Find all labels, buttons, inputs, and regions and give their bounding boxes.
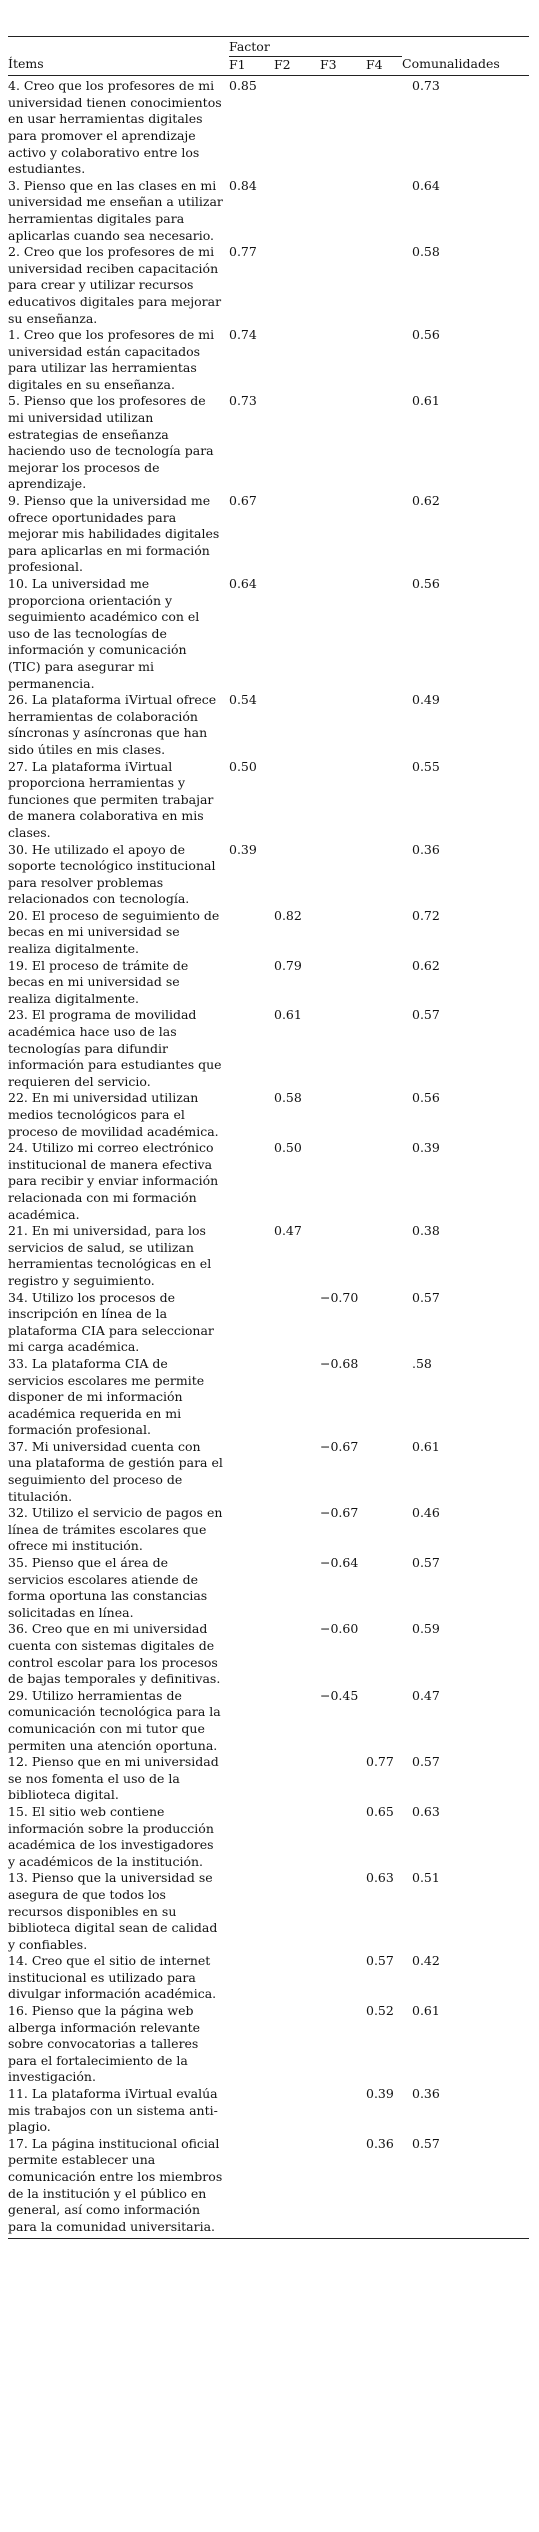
loading-f4 — [366, 244, 402, 327]
communality: 0.36 — [412, 2086, 440, 2102]
communality: 0.73 — [402, 76, 529, 178]
communalities-header: Comunalidades — [402, 56, 500, 72]
loading-f4 — [366, 576, 402, 692]
communality: 0.56 — [412, 1090, 440, 1106]
loading-f4: 0.36 — [366, 2136, 402, 2239]
loading-f2 — [274, 244, 320, 327]
communality: 0.57 — [412, 1754, 440, 1770]
loading-f2 — [274, 2136, 320, 2239]
table-row — [8, 1953, 529, 2003]
loading-f3 — [320, 576, 366, 692]
communality: .58 — [412, 1355, 432, 1371]
communality: 0.61 — [412, 1438, 440, 1454]
loading-f3 — [320, 2086, 366, 2136]
item-text: 20. El proceso de seguimiento de becas en mi universidad se realiza digitalmente. — [8, 907, 220, 957]
loading-f3 — [320, 1754, 366, 1804]
item-text: 21. En mi universidad, para los servicios de salud, se utilizan herramientas tecnológicas en el registro y seguimiento. — [8, 1223, 212, 1288]
loading-f3 — [320, 1140, 366, 1223]
loading-f1 — [229, 1140, 274, 1223]
loading-f2 — [274, 1621, 320, 1687]
loading-f3 — [320, 759, 366, 842]
loading-f4: 0.65 — [366, 1803, 394, 1819]
loading-f4: 0.57 — [366, 1953, 394, 1969]
loading-f2 — [274, 1870, 320, 1953]
loading-f2 — [274, 2086, 320, 2136]
loading-f3: −0.68 — [320, 1355, 359, 1371]
communality: 0.72 — [412, 907, 440, 923]
loading-f2 — [274, 2003, 320, 2086]
loading-f1 — [229, 2136, 274, 2239]
loading-f3 — [320, 908, 366, 958]
loading-f4 — [366, 1356, 402, 1439]
loading-f1 — [229, 1953, 274, 2003]
table-row — [8, 759, 529, 842]
communality: 0.61 — [412, 2003, 440, 2019]
loading-f2 — [274, 1356, 320, 1439]
loading-f2: 0.50 — [274, 1140, 302, 1156]
loading-f4 — [366, 1505, 402, 1555]
loading-f4 — [366, 76, 402, 178]
loading-f2: 0.79 — [274, 957, 302, 973]
loading-f1 — [229, 2003, 274, 2086]
loading-f1 — [229, 1505, 274, 1555]
loading-f2: 0.82 — [274, 907, 302, 923]
loading-f2 — [274, 1439, 320, 1505]
loading-f3 — [320, 493, 366, 576]
loading-f2 — [274, 327, 320, 393]
header-blank — [402, 37, 529, 57]
loading-f3 — [320, 327, 366, 393]
loading-f3 — [320, 1804, 366, 1870]
loading-f3 — [320, 842, 366, 908]
loading-f2 — [274, 393, 320, 493]
loading-f1 — [229, 1804, 274, 1870]
loading-f1 — [229, 1356, 274, 1439]
loading-f2 — [274, 759, 320, 842]
loading-f4: 0.77 — [366, 1754, 394, 1770]
loading-f1 — [229, 1754, 274, 1804]
loading-f4 — [366, 1090, 402, 1140]
communality: 0.39 — [412, 1140, 440, 1156]
loading-f2 — [274, 1688, 320, 1754]
loading-f4 — [366, 692, 402, 758]
loading-f3: −0.60 — [320, 1621, 359, 1637]
loading-f2 — [274, 76, 320, 178]
table-row — [8, 327, 529, 393]
loading-f1 — [229, 1007, 274, 1090]
table-row — [8, 1870, 529, 1953]
loading-f4 — [366, 1555, 402, 1621]
loading-f4: 0.63 — [366, 1870, 394, 1886]
item-text: 15. El sitio web contiene información sobre la producción académica de los investigadores y académicos de la institución. — [8, 1803, 214, 1869]
loading-f3: −0.67 — [320, 1505, 359, 1521]
loading-f4 — [366, 1688, 402, 1754]
item-text: 11. La plataforma iVirtual evalúa mis trabajos con un sistema anti-plagio. — [8, 2086, 218, 2135]
item-text: 9. Pienso que la universidad me ofrece oportunidades para mejorar mis habilidades digitales para aplicarlas en mi formación profesional. — [8, 493, 220, 575]
loading-f2: 0.47 — [274, 1223, 302, 1239]
table-row — [8, 1439, 529, 1505]
loading-f2 — [274, 692, 320, 758]
loading-f4 — [366, 493, 402, 576]
communality: 0.57 — [412, 1007, 440, 1023]
table-row — [8, 2086, 529, 2136]
items-header: Ítems — [8, 56, 44, 72]
loading-f3 — [320, 958, 366, 1008]
table-row — [8, 178, 529, 244]
loading-f1 — [229, 1688, 274, 1754]
loading-f2: 0.58 — [274, 1090, 302, 1106]
table-row — [8, 1090, 529, 1140]
loading-f1 — [229, 2086, 274, 2136]
table-row — [8, 1754, 529, 1804]
communality: 0.57 — [412, 1555, 440, 1571]
loading-f3 — [320, 2003, 366, 2086]
loading-f1 — [229, 1555, 274, 1621]
loading-f2: 0.61 — [274, 1007, 302, 1023]
item-text: 35. Pienso que el área de servicios escolares atiende de forma oportuna las constancias solicitadas en línea. — [8, 1555, 208, 1620]
loading-f3: −0.45 — [320, 1687, 359, 1703]
communality: 0.59 — [412, 1621, 440, 1637]
item-text: 5. Pienso que los profesores de mi universidad utilizan estrategias de enseñanza haciendo uso de tecnología para mejorar los procesos de aprendizaje. — [8, 393, 214, 492]
table-row — [8, 1356, 529, 1439]
item-text: 10. La universidad me proporciona orientación y seguimiento académico con el uso de las tecnologías de información y comunicación (TIC) para asegurar mi permanencia. — [8, 576, 200, 691]
loading-f3 — [320, 1090, 366, 1140]
loading-f1 — [229, 908, 274, 958]
loading-f4 — [366, 1290, 402, 1356]
item-text: 1. Creo que los profesores de mi universidad están capacitados para utilizar las herramientas digitales en su enseñanza. — [8, 327, 215, 392]
loading-f1: 0.74 — [229, 327, 257, 343]
communality: 0.64 — [412, 177, 440, 193]
item-text: 17. La página institucional oficial permite establecer una comunicación entre los miembros de la institución y el público en general, así como información para la comunidad universitaria. — [8, 2136, 229, 2239]
header-blank — [8, 37, 229, 57]
table-row — [8, 76, 529, 178]
loading-f1 — [229, 1439, 274, 1505]
loading-f3 — [320, 178, 366, 244]
item-text: 14. Creo que el sitio de internet institucional es utilizado para divulgar información académica. — [8, 1953, 217, 2002]
item-text: 19. El proceso de trámite de becas en mi universidad se realiza digitalmente. — [8, 957, 189, 1006]
loading-f2 — [274, 178, 320, 244]
item-text: 37. Mi universidad cuenta con una plataforma de gestión para el seguimiento del proceso de titulación. — [8, 1438, 223, 1504]
communality: 0.49 — [412, 692, 440, 708]
loading-f3 — [320, 1953, 366, 2003]
table-body — [8, 76, 529, 2239]
loading-f1: 0.84 — [229, 177, 257, 193]
loading-f2 — [274, 1804, 320, 1870]
item-text: 33. La plataforma CIA de servicios escolares me permite disponer de mi información académica requerida en mi formación profesional. — [8, 1355, 205, 1438]
communality: 0.51 — [412, 1870, 440, 1886]
communality: 0.61 — [412, 393, 440, 409]
loading-f3 — [320, 393, 366, 493]
table-row — [8, 1688, 529, 1754]
item-text: 12. Pienso que en mi universidad se nos fomenta el uso de la biblioteca digital. — [8, 1754, 219, 1803]
communality: 0.56 — [412, 576, 440, 591]
loading-f1 — [229, 1621, 274, 1687]
communality: 0.57 — [402, 2136, 529, 2239]
loading-f2 — [274, 1754, 320, 1804]
loading-f4 — [366, 1621, 402, 1687]
communality: 0.56 — [412, 327, 440, 343]
loading-f4 — [366, 1223, 402, 1289]
loading-f3: −0.70 — [320, 1289, 359, 1305]
loading-f2 — [274, 1953, 320, 2003]
loading-f4 — [366, 908, 402, 958]
factor-1-header: F1 — [229, 56, 246, 72]
loading-f4: 0.39 — [366, 2086, 394, 2102]
loading-f2 — [274, 842, 320, 908]
table-row — [8, 692, 529, 758]
loading-f1 — [229, 1870, 274, 1953]
table-row — [8, 493, 529, 576]
item-text: 27. La plataforma iVirtual proporciona herramientas y funciones que permiten trabajar de manera colaborativa en mis clases. — [8, 758, 214, 840]
item-text: 26. La plataforma iVirtual ofrece herramientas de colaboración síncronas y asíncronas que han sido útiles en mis clases. — [8, 692, 217, 757]
factor-4-header: F4 — [366, 56, 383, 72]
table-row — [8, 393, 529, 493]
loading-f1 — [229, 1090, 274, 1140]
loading-f3 — [320, 76, 366, 178]
communality: 0.63 — [412, 1803, 440, 1819]
table-row — [8, 842, 529, 908]
item-text: 23. El programa de movilidad académica hace uso de las tecnologías para difundir información para estudiantes que requieren del servicio. — [8, 1007, 222, 1089]
table-row — [8, 958, 529, 1008]
communality: 0.57 — [412, 1289, 440, 1305]
table-row — [8, 1223, 529, 1289]
loading-f1 — [229, 958, 274, 1008]
table-row — [8, 576, 529, 692]
factor-3-header: F3 — [320, 56, 337, 72]
loading-f4 — [366, 759, 402, 842]
loading-f4 — [366, 327, 402, 393]
loading-f1: 0.39 — [229, 841, 257, 857]
table-row — [8, 1555, 529, 1621]
communality: 0.46 — [412, 1505, 440, 1521]
loading-f4 — [366, 842, 402, 908]
loading-f4 — [366, 178, 402, 244]
table-row — [8, 908, 529, 958]
item-text: 32. Utilizo el servicio de pagos en línea de trámites escolares que ofrece mi institución. — [8, 1505, 223, 1554]
communality: 0.62 — [412, 957, 440, 973]
factor-loadings-table — [8, 36, 529, 2239]
loading-f2 — [274, 1555, 320, 1621]
loading-f1: 0.64 — [229, 576, 257, 591]
loading-f2 — [274, 1290, 320, 1356]
loading-f4 — [366, 1439, 402, 1505]
loading-f1 — [229, 1223, 274, 1289]
communality: 0.58 — [412, 244, 440, 260]
item-text: 3. Pienso que en las clases en mi universidad me enseñan a utilizar herramientas digitales para aplicarlas cuando sea necesario. — [8, 177, 223, 243]
item-text: 30. He utilizado el apoyo de soporte tecnológico institucional para resolver problemas relacionados con tecnología. — [8, 841, 216, 907]
table-row — [8, 244, 529, 327]
loading-f3 — [320, 1007, 366, 1090]
loading-f4 — [366, 1140, 402, 1223]
table-row — [8, 2136, 529, 2239]
loading-f3: −0.64 — [320, 1555, 359, 1571]
loading-f4 — [366, 958, 402, 1008]
loading-f1: 0.73 — [229, 393, 257, 409]
item-text: 36. Creo que en mi universidad cuenta con sistemas digitales de control escolar para los procesos de bajas temporales y definitivas. — [8, 1621, 221, 1687]
loading-f4: 0.52 — [366, 2003, 394, 2019]
item-text: 34. Utilizo los procesos de inscripción en línea de la plataforma CIA para seleccionar mi carga académica. — [8, 1289, 214, 1355]
loading-f1: 0.50 — [229, 758, 257, 774]
loading-f4 — [366, 1007, 402, 1090]
table-row — [8, 1140, 529, 1223]
item-text: 16. Pienso que la página web alberga información relevante sobre convocatorias a talleres para el fortalecimiento de la investigación. — [8, 2003, 201, 2085]
communality: 0.38 — [412, 1223, 440, 1239]
item-text: 2. Creo que los profesores de mi universidad reciben capacitación para crear y utilizar recursos educativos digitales para mejorar su enseñanza. — [8, 244, 222, 326]
item-text: 22. En mi universidad utilizan medios tecnológicos para el proceso de movilidad académica. — [8, 1090, 219, 1139]
loading-f3 — [320, 244, 366, 327]
item-text: 4. Creo que los profesores de mi universidad tienen conocimientos en usar herramientas digitales para promover el aprendizaje activo y colaborativo entre los estudiantes. — [8, 76, 229, 178]
loading-f3 — [320, 692, 366, 758]
communality: 0.62 — [412, 493, 440, 509]
item-text: 24. Utilizo mi correo electrónico institucional de manera efectiva para recibir y enviar información relacionada con mi formación académica. — [8, 1140, 219, 1222]
communality: 0.36 — [412, 841, 440, 857]
table-row — [8, 1007, 529, 1090]
factor-group-header: Factor — [229, 37, 402, 57]
communality: 0.47 — [412, 1687, 440, 1703]
loading-f2 — [274, 1505, 320, 1555]
item-text: 13. Pienso que la universidad se asegura de que todos los recursos disponibles en su biblioteca digital sean de calidad y confiables. — [8, 1870, 218, 1952]
factor-2-header: F2 — [274, 56, 291, 72]
loading-f1: 0.77 — [229, 244, 257, 260]
table-row — [8, 1804, 529, 1870]
table-row — [8, 2003, 529, 2086]
loading-f3 — [320, 1223, 366, 1289]
table-header — [8, 37, 529, 76]
loading-f2 — [274, 576, 320, 692]
communality: 0.42 — [412, 1953, 440, 1969]
table-row — [8, 1621, 529, 1687]
table-row — [8, 1290, 529, 1356]
table-row — [8, 1505, 529, 1555]
loading-f3 — [320, 1870, 366, 1953]
loading-f3: −0.67 — [320, 1438, 359, 1454]
loading-f4 — [366, 393, 402, 493]
loading-f1: 0.67 — [229, 493, 257, 509]
loading-f1 — [229, 1290, 274, 1356]
loading-f1: 0.54 — [229, 692, 257, 708]
loading-f2 — [274, 493, 320, 576]
loading-f3 — [320, 2136, 366, 2239]
communality: 0.55 — [412, 758, 440, 774]
loading-f1: 0.85 — [229, 76, 274, 178]
item-text: 29. Utilizo herramientas de comunicación tecnológica para la comunicación con mi tutor que permiten una atención oportuna. — [8, 1687, 221, 1753]
